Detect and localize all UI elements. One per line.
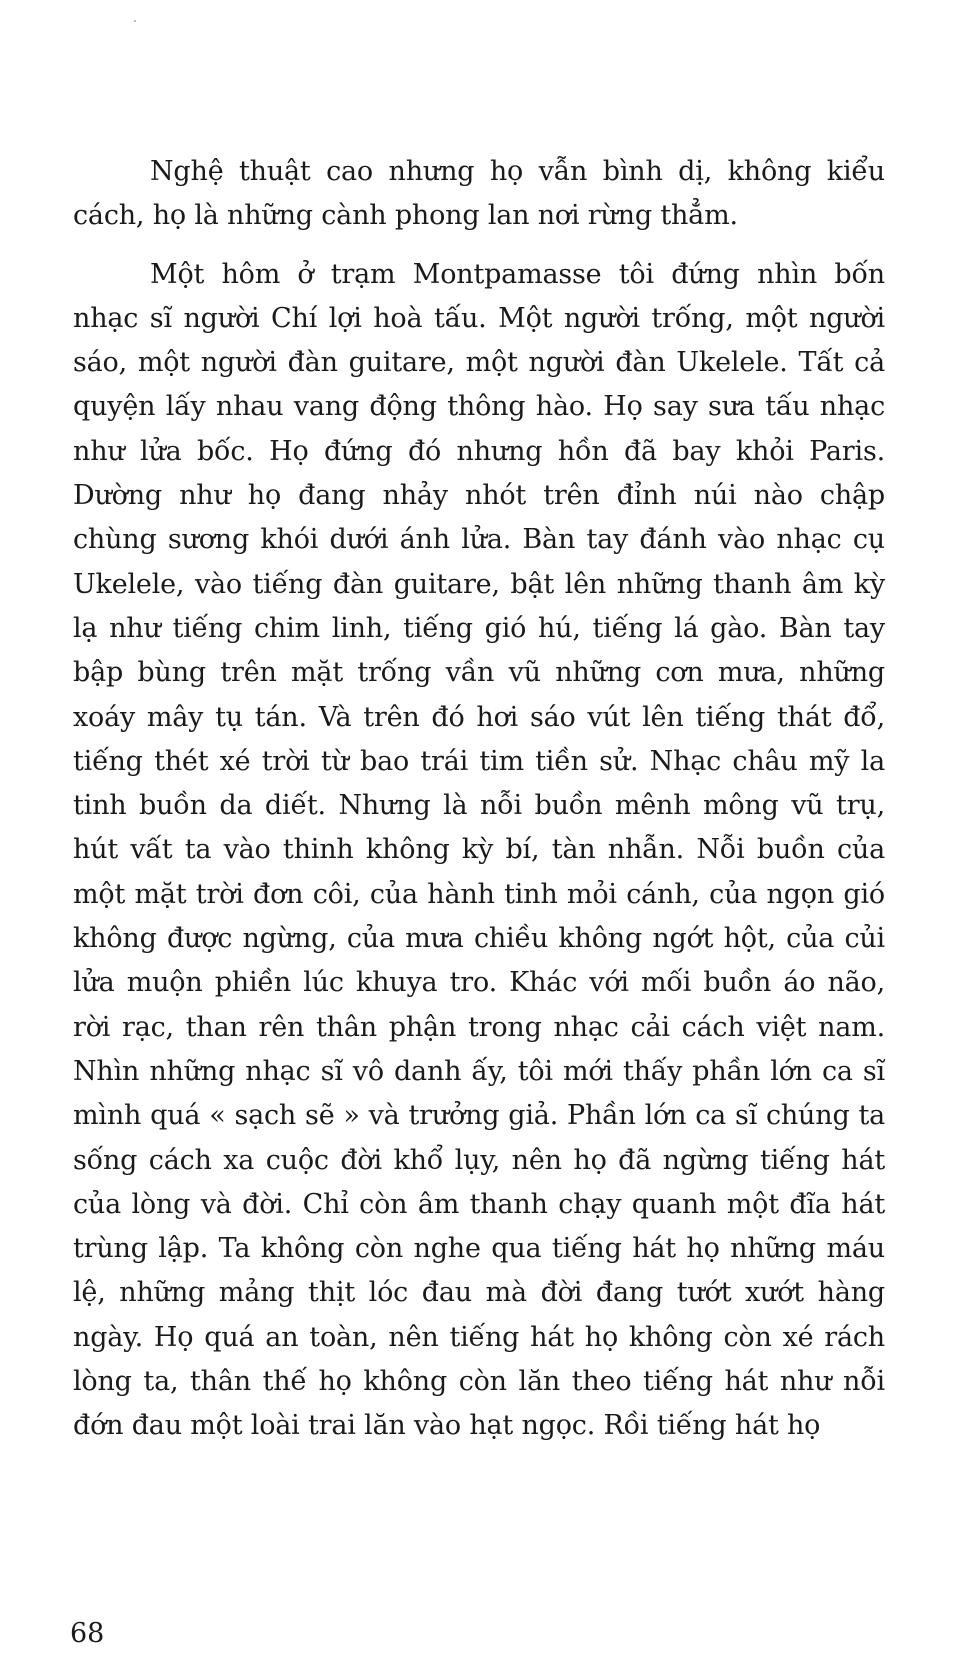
- page-number: 68: [70, 1618, 105, 1649]
- scan-speck: [134, 20, 136, 22]
- paragraph-2: Một hôm ở trạm Montpamasse tôi đứng nhìn bốn nhạc sĩ người Chí lợi hoà tấu. Một người trống, một người sáo, một người đàn guitare, một người đàn Ukelele. Tất cả quyện lấy nhau vang động thông hào. Họ say sưa tấu nhạc như lửa bốc. Họ đứng đó nhưng hồn đã bay khỏi Paris. Dường như họ đang nhảy nhót trên đỉnh núi nào chập chùng sương khói dưới ánh lửa. Bàn tay đánh vào nhạc cụ Ukelele, vào tiếng đàn guitare, bật lên những thanh âm kỳ lạ như tiếng chim linh, tiếng gió hú, tiếng lá gào. Bàn tay bập bùng trên mặt trống vần vũ những cơn mưa, những xoáy mây tụ tán. Và trên đó hơi sáo vút lên tiếng thát đổ, tiếng thét xé trời từ bao trái tim tiền sử. Nhạc châu mỹ la tinh buồn da diết. Nhưng là nỗi buồn mênh mông vũ trụ, hút vất ta vào thinh không kỳ bí, tàn nhẫn. Nỗi buồn của một mặt trời đơn côi, của hành tinh mỏi cánh, của ngọn gió không được ngừng, của mưa chiều không ngớt hột, của củi lửa muộn phiền lúc khuya tro. Khác với mối buồn áo não, rời rạc, than rên thân phận trong nhạc cải cách việt nam. Nhìn những nhạc sĩ vô danh ấy, tôi mới thấy phần lớn ca sĩ mình quá « sạch sẽ » và trưởng giả. Phần lớn ca sĩ chúng ta sống cách xa cuộc đời khổ lụy, nên họ đã ngừng tiếng hát của lòng và đời. Chỉ còn âm thanh chạy quanh một đĩa hát trùng lập. Ta không còn nghe qua tiếng hát họ những máu lệ, những mảng thịt lóc đau mà đời đang tướt xướt hàng ngày. Họ quá an toàn, nên tiếng hát họ không còn xé rách lòng ta, thân thế họ không còn lăn theo tiếng hát như nỗi đớn đau một loài trai lăn vào hạt ngọc. Rồi tiếng hát họ: [73, 258, 885, 1442]
- paragraph-1: Nghệ thuật cao nhưng họ vẫn bình dị, không kiểu cách, họ là những cành phong lan nơi rừng thẳm.: [73, 156, 885, 232]
- body-text: [73, 150, 885, 1449]
